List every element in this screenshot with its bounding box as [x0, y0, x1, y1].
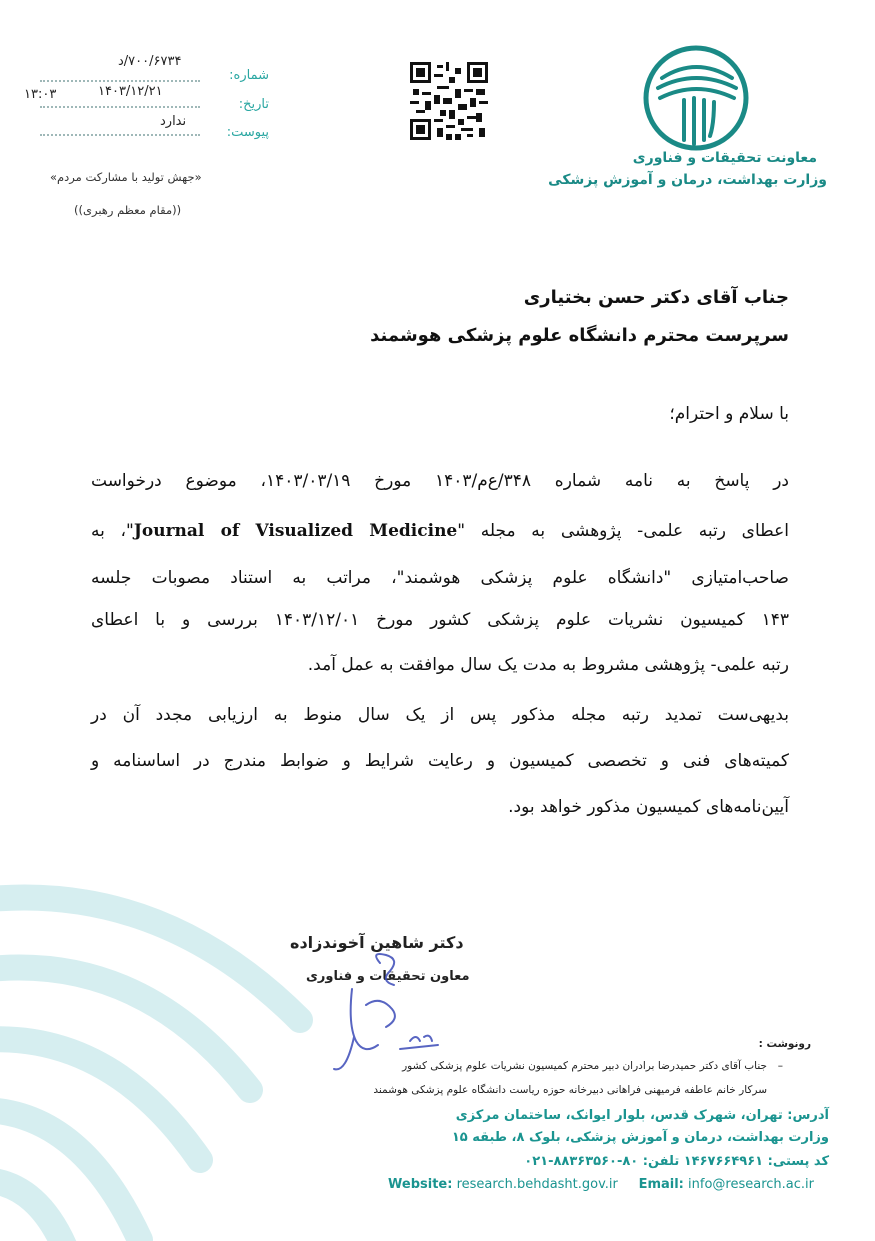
body-line-4: ۱۴۳ کمیسیون نشریات علوم پزشکی کشور مورخ ۱۴۰۳/۱۲/۰۱ بررسی و با اعطای — [91, 610, 789, 630]
slogan-source: ((مقام معظم رهبری)) — [74, 203, 182, 217]
attachment-value: ندارد — [160, 114, 187, 129]
tree-logo-icon — [640, 44, 752, 152]
body-line-3: صاحب‌امتیازی "دانشگاه علوم پزشکی هوشمند"، مراتب به استناد مصوبات جلسه — [91, 568, 789, 588]
cc-item-2: سرکار خانم عاطفه فرمیهنی فراهانی دبیرخانه حوزه ریاست دانشگاه علوم پزشکی هوشمند — [373, 1084, 767, 1096]
date-dots — [40, 106, 200, 108]
ministry-line-1: معاونت تحقیقات و فناوری — [632, 150, 817, 166]
slogan: «جهش تولید با مشارکت مردم» — [50, 170, 202, 184]
cc-item-1: جناب آقای دکتر حمیدرضا برادران دبیر محترم کمیسیون نشریات علوم پزشکی کشور — [402, 1060, 767, 1072]
ministry-line-2: وزارت بهداشت، درمان و آموزش پزشکی — [548, 172, 827, 188]
body-line-5: رتبه علمی- پژوهشی مشروط به مدت یک سال موافقت به عمل آمد. — [307, 655, 789, 675]
body-line-2-post: "، به — [91, 521, 134, 541]
qr-code-icon — [410, 62, 488, 140]
body-line-8: آیین‌نامه‌های کمیسیون مذکور خواهد بود. — [508, 797, 789, 817]
body-line-2 — [91, 519, 789, 543]
addressee-name: جناب آقای دکتر حسن بختیاری — [523, 287, 789, 308]
attachment-dots — [40, 134, 200, 136]
cc-dash: – — [777, 1060, 783, 1072]
body-line-6: بدیهی‌ست تمدید رتبه مجله مذکور پس از یک سال منوط به ارزیابی مجدد آن در — [91, 705, 789, 725]
signer-title: معاون تحقیقات و فناوری — [306, 969, 470, 984]
body-line-7: کمیته‌های فنی و تخصصی کمیسیون و رعایت شرایط و ضوابط مندرج در اساسنامه و — [91, 751, 789, 771]
date-label: تاریخ: — [238, 97, 269, 112]
number-value: ۷۰۰/۶۷۳۴/د — [118, 54, 182, 69]
footer-address-line-1: آدرس: تهران، شهرک قدس، بلوار ایوانک، ساختمان مرکزی — [455, 1108, 829, 1123]
attachment-label: پیوست: — [226, 125, 269, 140]
email-label: Email: — [638, 1177, 684, 1192]
number-dots — [40, 80, 200, 82]
watermark-logo-icon — [0, 860, 330, 1241]
signer-name: دکتر شاهین آخوندزاده — [290, 933, 464, 952]
body-line-2-pre: اعطای رتبه علمی- پژوهشی به مجله " — [457, 521, 789, 541]
journal-name: Journal of Visualized Medicine — [133, 521, 458, 541]
body-line-1: در پاسخ به نامه شماره ۳۴۸/ع‌م/۱۴۰۳ مورخ ۱۴۰۳/۰۳/۱۹، موضوع درخواست — [91, 471, 789, 491]
footer-address-line-2: وزارت بهداشت، درمان و آموزش پزشکی، بلوک ۸، طبقه ۱۵ — [451, 1130, 829, 1145]
number-label: شماره: — [229, 68, 269, 83]
footer-contact — [388, 1177, 814, 1192]
footer-postal-phone: کد پستی: ۱۴۶۷۶۶۴۹۶۱ تلفن: ۸۰-۸۸۳۶۳۵۶۰-۰۲۱ — [524, 1154, 829, 1169]
greeting: با سلام و احترام؛ — [669, 404, 789, 424]
time-value: ۱۳:۰۳ — [24, 87, 57, 102]
handwritten-signature-icon — [320, 945, 470, 1075]
date-value: ۱۴۰۳/۱۲/۲۱ — [98, 84, 163, 99]
email-link[interactable]: info@research.ac.ir — [688, 1177, 814, 1192]
website-link[interactable]: research.behdasht.gov.ir — [456, 1177, 618, 1192]
website-label: Website: — [388, 1177, 453, 1192]
addressee-title: سرپرست محترم دانشگاه علوم پزشکی هوشمند — [370, 325, 789, 346]
cc-label: رونوشت : — [758, 1038, 811, 1050]
